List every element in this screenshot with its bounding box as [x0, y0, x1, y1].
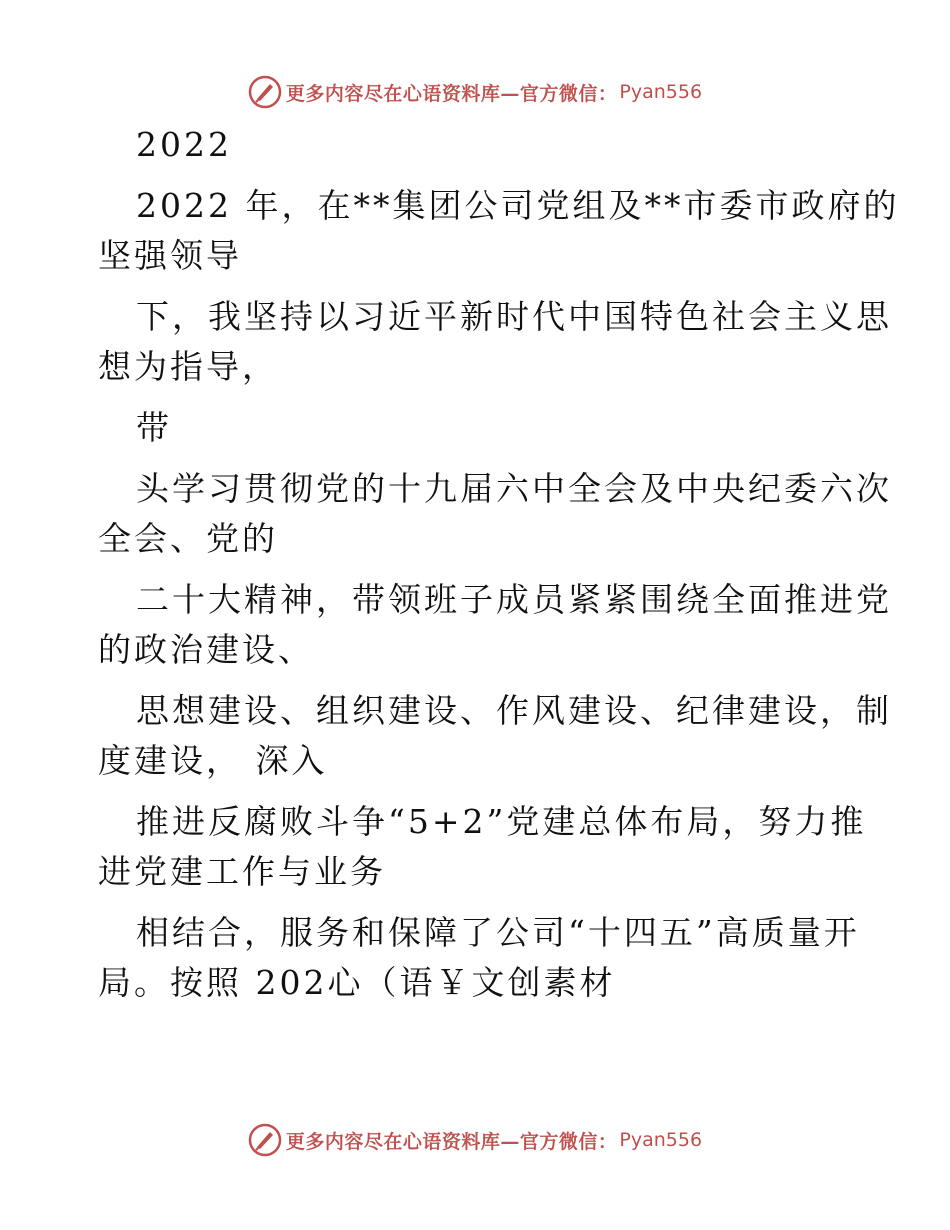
text-line: 下，我坚持以习近平新时代中国特色社会主义思: [136, 297, 892, 336]
text-line: 2022: [136, 125, 232, 164]
text-line: 2022 年，在**集团公司党组及**市委市政府的: [136, 186, 900, 225]
text-line: 二十大精神，带领班子成员紧紧围绕全面推进党: [136, 580, 892, 619]
text-line: 全会、党的: [98, 519, 278, 558]
text-line: 相结合，服务和保障了公司“十四五”高质量开: [136, 913, 860, 952]
text-line: 想为指导，: [98, 347, 278, 386]
text-line: 带: [136, 408, 172, 447]
text-line: 度建设， 深入: [98, 741, 328, 780]
footer-banner: [0, 1120, 950, 1160]
text-line: 思想建设、组织建设、作风建设、纪律建设，制: [136, 691, 892, 730]
text-line: 的政治建设、: [98, 630, 314, 669]
quill-logo-icon: [248, 1123, 282, 1157]
header-banner: [0, 72, 950, 112]
text-line: 坚强领导: [98, 236, 242, 275]
quill-logo-icon: [248, 75, 282, 109]
banner-wechat-id: Pyan556: [619, 1129, 703, 1151]
text-line: 头学习贯彻党的十九届六中全会及中央纪委六次: [136, 469, 892, 508]
text-line: 推进反腐败斗争“5+2”党建总体布局，努力推: [136, 802, 867, 841]
document-body: [98, 120, 900, 1008]
banner-text: 更多内容尽在心语资料库—官方微信：: [285, 1130, 618, 1153]
banner-text: 更多内容尽在心语资料库—官方微信：: [285, 82, 618, 105]
text-line: 进党建工作与业务: [98, 852, 386, 891]
banner-wechat-id: Pyan556: [619, 81, 703, 103]
text-line: 局。按照 202心（语￥文创素材: [98, 963, 616, 1002]
